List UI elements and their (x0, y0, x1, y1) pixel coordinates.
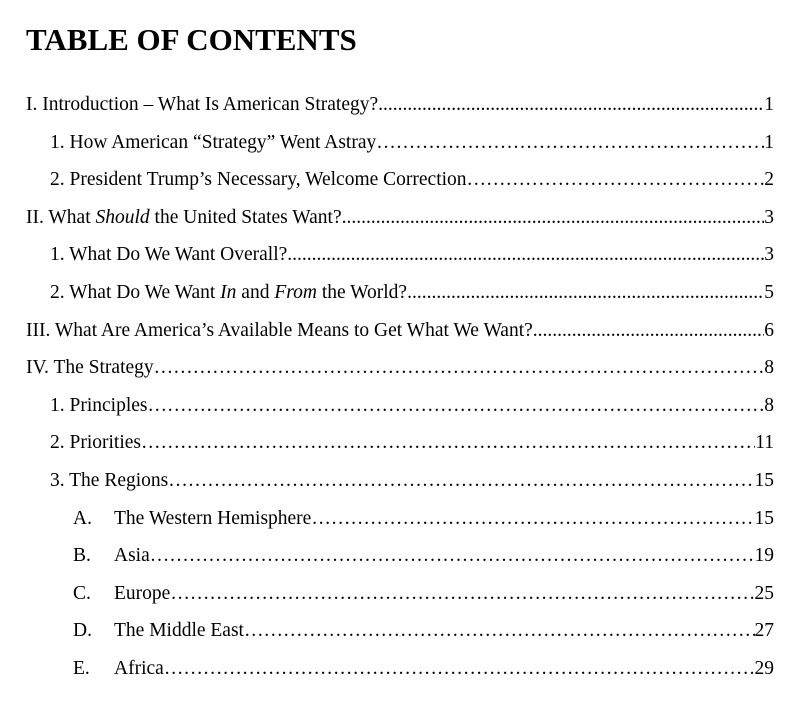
toc-entry-label: B. Asia (73, 541, 150, 571)
toc-page-number: 1 (764, 131, 774, 153)
toc-entry-strategy-astray[interactable] (26, 128, 774, 158)
toc-entry-letter: B. (73, 545, 91, 567)
toc-page-number: 3 (764, 206, 774, 228)
toc-page-number: 8 (764, 357, 774, 379)
toc-entry-label: 3. The Regions (50, 470, 169, 491)
toc-entry-africa[interactable] (26, 654, 774, 684)
toc-entry-label: I. Introduction – What Is American Strategy? (26, 94, 379, 115)
dot-leader (287, 240, 764, 270)
toc-entry-the-regions[interactable] (26, 466, 774, 496)
toc-page-number: 27 (754, 620, 774, 642)
toc-entry-available-means[interactable] (26, 316, 774, 346)
toc-entry-trump-correction[interactable] (26, 165, 774, 195)
toc-page-number: 19 (754, 545, 774, 567)
dot-leader (154, 353, 765, 383)
toc-page-number: 8 (764, 394, 774, 416)
toc-page-number: 11 (755, 432, 774, 454)
dot-leader (533, 316, 764, 346)
toc-entry-western-hemisphere[interactable] (26, 504, 774, 534)
toc-entry-label: A. The Western Hemisphere (73, 504, 311, 534)
toc-entry-the-strategy[interactable] (26, 353, 774, 383)
dot-leader (467, 165, 765, 195)
toc-entry-letter: A. (73, 507, 92, 529)
toc-entry-want-in-from-world[interactable] (26, 278, 774, 308)
toc-entry-label: D. The Middle East (73, 616, 244, 646)
toc-page-number: 3 (764, 244, 774, 266)
dot-leader (407, 278, 764, 308)
toc-page-number: 15 (754, 470, 774, 491)
toc-entry-principles[interactable] (26, 391, 774, 421)
dot-leader (141, 428, 755, 458)
toc-page-number: 25 (754, 582, 774, 604)
toc-page-number: 6 (764, 319, 774, 341)
toc-entry-label: IV. The Strategy (26, 357, 154, 379)
dot-leader (311, 504, 754, 534)
toc-heading: TABLE OF CONTENTS (26, 22, 357, 57)
toc-entry-label: 2. President Trump’s Necessary, Welcome Correction (50, 169, 467, 191)
dot-leader (376, 128, 764, 158)
toc-entry-letter: E. (73, 658, 90, 679)
toc-entry-asia[interactable] (26, 541, 774, 571)
toc-entry-label: C. Europe (73, 579, 170, 609)
toc-entry-label: 2. What Do We Want In and From the World? (50, 282, 408, 303)
toc-entry-letter: C. (73, 582, 91, 604)
toc-page-number: 5 (764, 282, 774, 303)
toc-entry-what-should-us-want[interactable] (26, 203, 774, 233)
toc-entry-label: II. What Should the United States Want? (26, 206, 342, 228)
toc-page-number: 15 (754, 507, 774, 529)
toc-page-number: 1 (764, 94, 774, 115)
dot-leader (164, 654, 755, 684)
dot-leader (150, 541, 755, 571)
dot-leader (378, 90, 764, 120)
dot-leader (342, 203, 765, 233)
toc-page-number: 2 (764, 169, 774, 191)
toc-entry-priorities[interactable] (26, 428, 774, 458)
dot-leader (244, 616, 755, 646)
toc-entry-label: 1. How American “Strategy” Went Astray (50, 131, 377, 153)
toc-entry-label: 2. Priorities (50, 432, 141, 454)
toc-entry-letter: D. (73, 620, 92, 642)
dot-leader (168, 466, 754, 496)
toc-entry-label: 1. Principles (50, 394, 148, 416)
dot-leader (170, 579, 754, 609)
toc-entry-europe[interactable] (26, 579, 774, 609)
toc-entry-label: III. What Are America’s Available Means to Get What We Want? (26, 319, 533, 341)
dot-leader (148, 391, 765, 421)
toc-entry-want-overall[interactable] (26, 240, 774, 270)
toc-entry-label: E. Africa (73, 654, 164, 684)
toc-entry-introduction[interactable] (26, 90, 774, 120)
toc-entry-middle-east[interactable] (26, 616, 774, 646)
toc-page-number: 29 (754, 658, 774, 679)
toc-entry-label: 1. What Do We Want Overall? (50, 244, 288, 266)
